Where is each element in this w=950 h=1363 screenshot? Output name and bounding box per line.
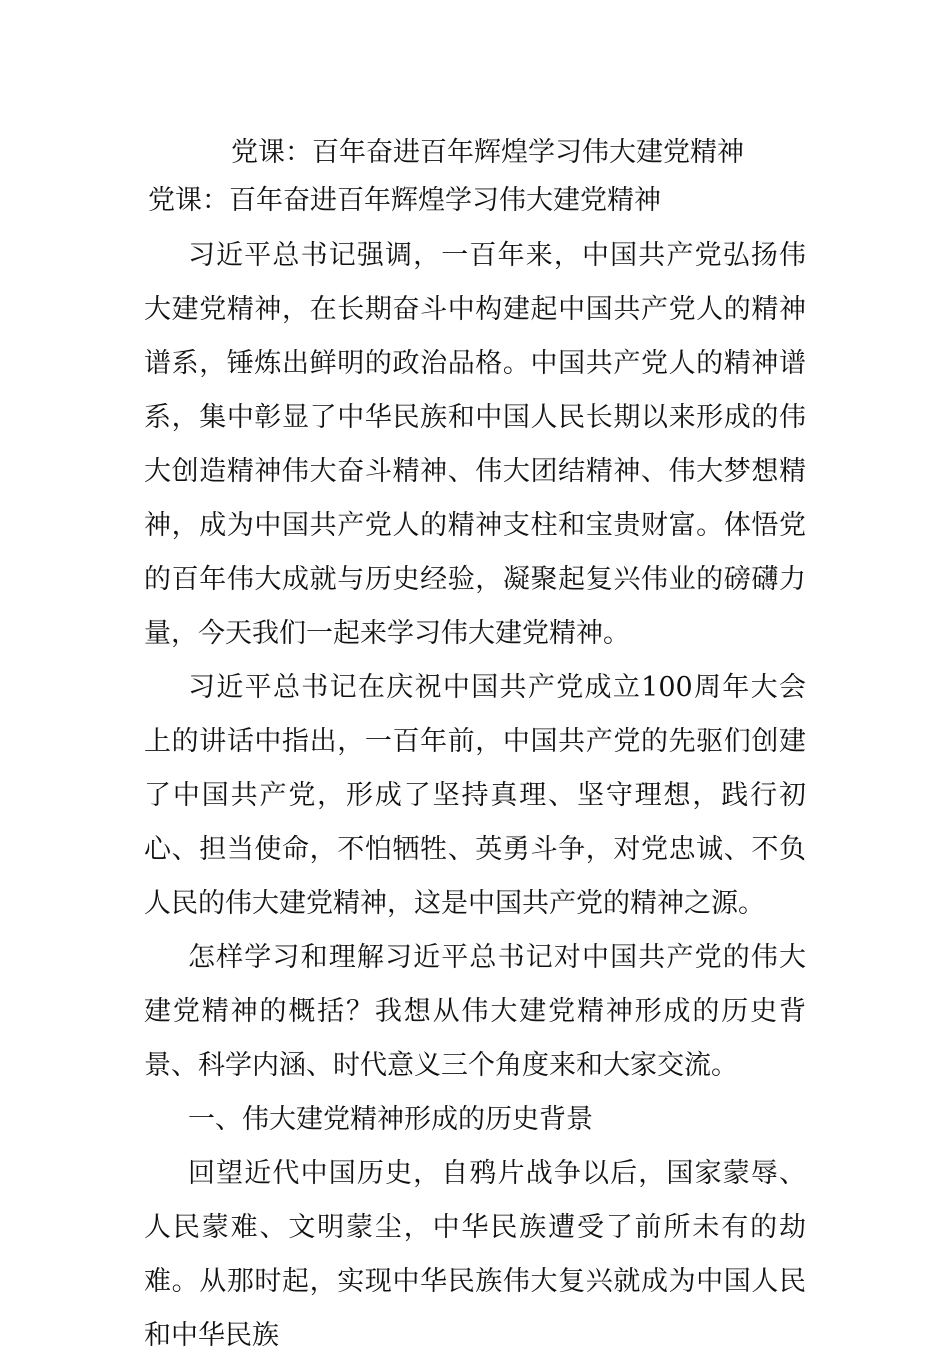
paragraph-history: 回望近代中国历史，自鸦片战争以后，国家蒙辱、人民蒙难、文明蒙尘，中华民族遭受了前所未有的劫难。从那时起，实现中华民族伟大复兴就成为中国人民和中华民族 bbox=[144, 1158, 806, 1351]
paragraph-approach: 怎样学习和理解习近平总书记对中国共产党的伟大建党精神的概括？我想从伟大建党精神形成的历史背景、科学内涵、时代意义三个角度来和大家交流。 bbox=[144, 942, 806, 1081]
paragraph-intro: 习近平总书记强调，一百年来，中国共产党弘扬伟大建党精神，在长期奋斗中构建起中国共产党人的精神谱系，锤炼出鲜明的政治品格。中国共产党人的精神谱系，集中彰显了中华民族和中国人民长期以来形成的伟大创造精神伟大奋斗精神、伟大团结精神、伟大梦想精神，成为中国共产党人的精神支柱和宝贵财富。体悟党的百年伟大成就与历史经验，凝聚起复兴伟业的磅礴力量，今天我们一起来学习伟大建党精神。 bbox=[144, 240, 806, 649]
document-title: 党课：百年奋进百年辉煌学习伟大建党精神 bbox=[231, 137, 744, 168]
paragraph-speech: 习近平总书记在庆祝中国共产党成立100周年大会上的讲话中指出，一百年前，中国共产党的先驱们创建了中国共产党，形成了坚持真理、坚守理想，践行初心、担当使命，不怕牺牲、英勇斗争，对党忠诚、不负人民的伟大建党精神，这是中国共产党的精神之源。 bbox=[144, 672, 806, 919]
section-heading: 一、伟大建党精神形成的历史背景 bbox=[188, 1104, 593, 1135]
document-body bbox=[144, 229, 806, 1363]
document-subtitle: 党课：百年奋进百年辉煌学习伟大建党精神 bbox=[148, 185, 661, 216]
